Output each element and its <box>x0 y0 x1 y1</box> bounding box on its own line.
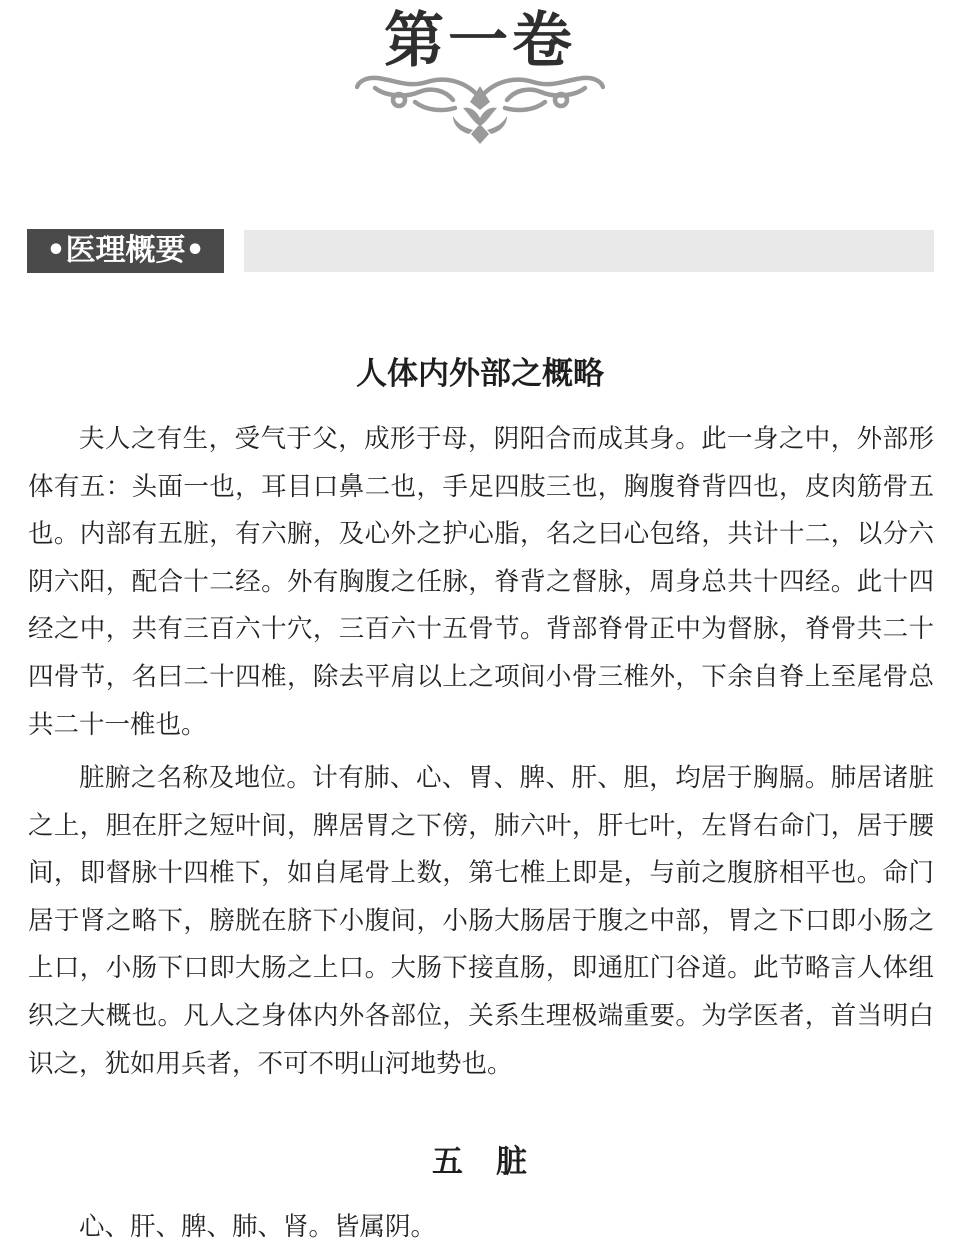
subsection-paragraph: 心、肝、脾、肺、肾。皆属阴。 <box>79 1212 437 1242</box>
section-rule <box>244 230 934 272</box>
scroll-ornament-icon <box>355 68 605 144</box>
volume-title: 第一卷 <box>384 6 576 76</box>
subsection-title: 五 脏 <box>432 1144 528 1180</box>
section-label: •医理概要• <box>27 229 224 273</box>
article-title: 人体内外部之概略 <box>356 356 604 392</box>
article-paragraph: 夫人之有生，受气于父，成形于母，阴阳合而成其身。此一身之中，外部形体有五：头面一也，耳目口鼻二也，手足四肢三也，胸腹脊背四也，皮肉筋骨五也。内部有五脏，有六腑，及心外之护心脂，名之曰心包络，共计十二，以分六阴六阳，配合十二经。外有胸腹之任脉，脊背之督脉，周身总共十四经。此十四经之中，共有三百六十穴，三百六十五骨节。背部脊骨正中为督脉，脊骨共二十四骨节，名曰二十四椎，除去平肩以上之项间小骨三椎外，下余自脊上至尾骨总共二十一椎也。 <box>28 424 934 740</box>
article-paragraph: 脏腑之名称及地位。计有肺、心、胃、脾、肝、胆，均居于胸膈。肺居诸脏之上，胆在肝之短叶间，脾居胃之下傍，肺六叶，肝七叶，左肾右命门，居于腰间，即督脉十四椎下，如自尾骨上数，第七椎上即是，与前之腹脐相平也。命门居于肾之略下，膀胱在脐下小腹间，小肠大肠居于腹之中部，胃之下口即小肠之上口，小肠下口即大肠之上口。大肠下接直肠，即通肛门谷道。此节略言人体组织之大概也。凡人之身体内外各部位，关系生理极端重要。为学医者，首当明白识之，犹如用兵者，不可不明山河地势也。 <box>28 763 934 1079</box>
section-banner <box>27 229 934 273</box>
